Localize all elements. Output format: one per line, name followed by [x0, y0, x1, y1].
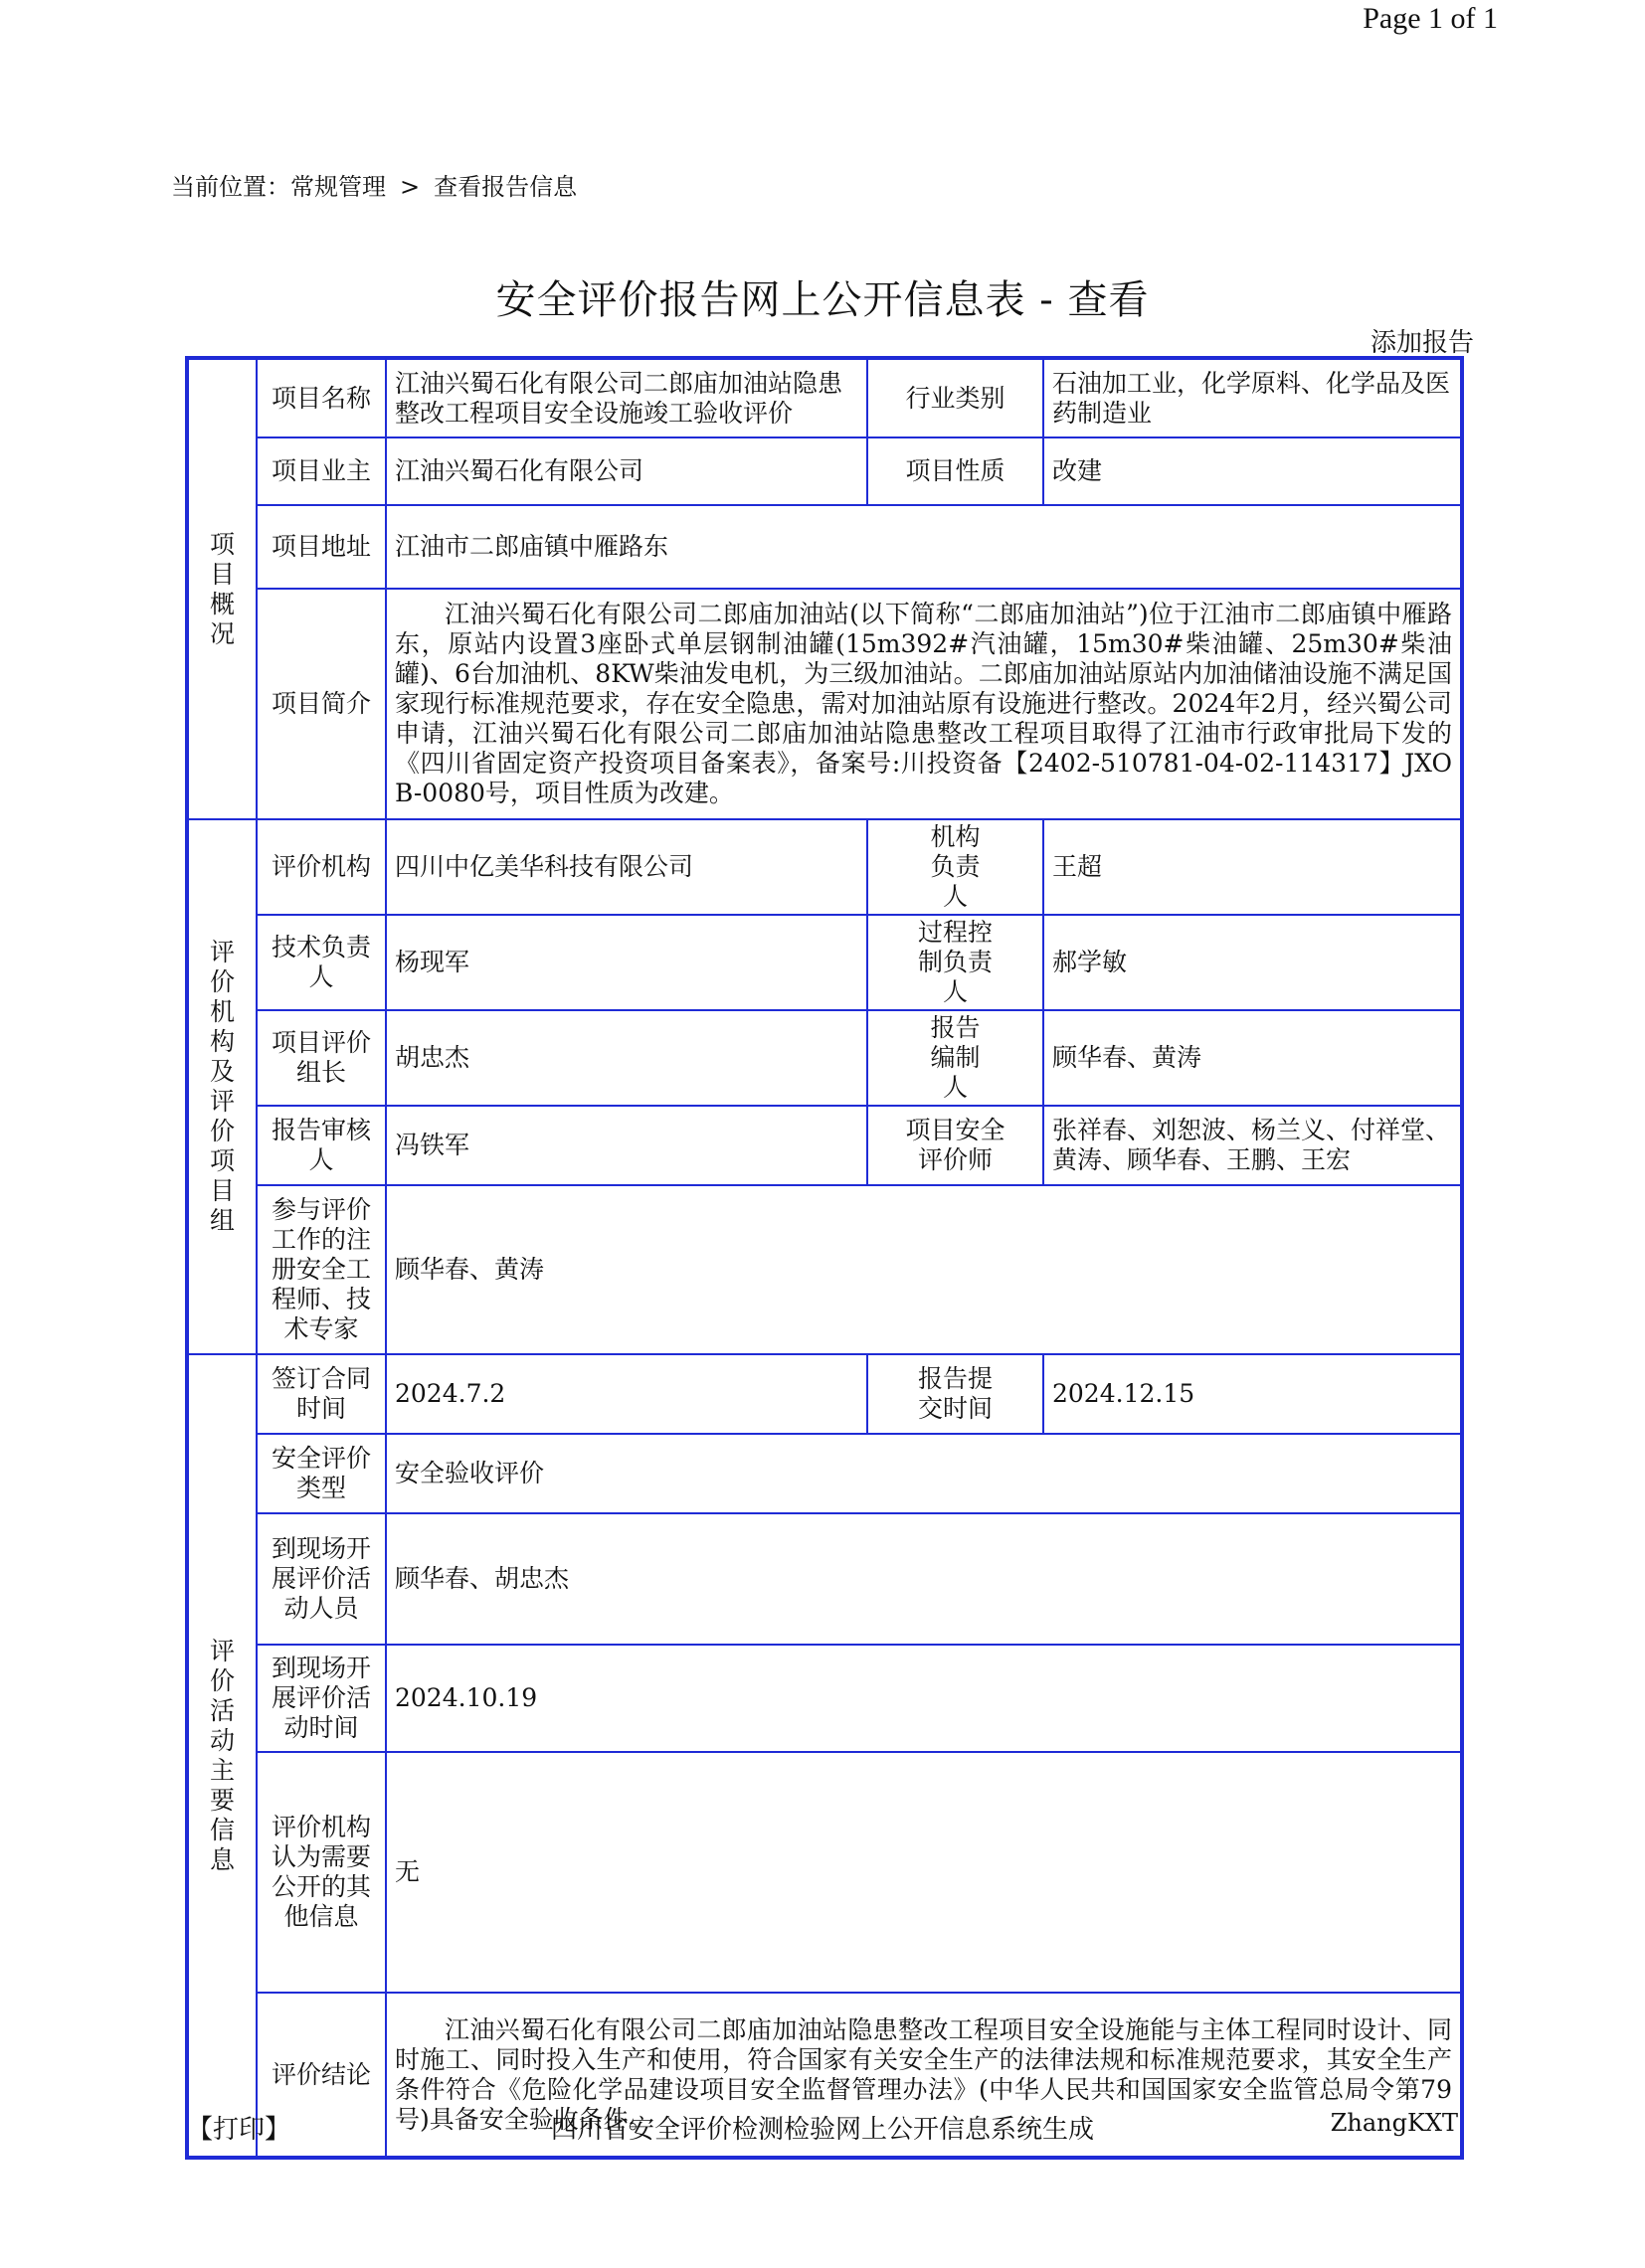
system-footer-text: 四川省安全评价检测检验网上公开信息系统生成	[550, 2115, 1094, 2145]
agency-head-label: 机构负责人	[867, 819, 1043, 915]
row-leader	[187, 1010, 1462, 1106]
conclusion-label: 评价结论	[257, 1993, 386, 2158]
row-site-staff	[187, 1513, 1462, 1645]
project-name-value: 江油兴蜀石化有限公司二郎庙加油站隐患整改工程项目安全设施竣工验收评价	[386, 358, 867, 437]
row-experts	[187, 1185, 1462, 1354]
author-value: 顾华春、黄涛	[1043, 1010, 1462, 1106]
project-name-label: 项目名称	[257, 358, 386, 437]
row-eval-type	[187, 1434, 1462, 1513]
industry-value: 石油加工业，化学原料、化学品及医药制造业	[1043, 358, 1462, 437]
submit-date-value: 2024.12.15	[1043, 1354, 1462, 1434]
owner-label: 项目业主	[257, 437, 386, 505]
breadcrumb-separator: >	[400, 173, 421, 201]
eval-type-label: 安全评价类型	[257, 1434, 386, 1513]
industry-label: 行业类别	[867, 358, 1043, 437]
process-head-value: 郝学敏	[1043, 915, 1462, 1010]
breadcrumb-item-regular-management[interactable]: 常规管理	[290, 173, 386, 201]
assessors-value: 张祥春、刘恕波、杨兰义、付祥堂、黄涛、顾华春、王鹏、王宏	[1043, 1106, 1462, 1185]
row-project-name	[187, 358, 1462, 437]
print-link[interactable]: 【打印】	[187, 2115, 291, 2145]
eval-type-value: 安全验收评价	[386, 1434, 1462, 1513]
conclusion-value: 江油兴蜀石化有限公司二郎庙加油站隐患整改工程项目安全设施能与主体工程同时设计、同时施工、同时投入生产和使用，符合国家有关安全生产的法律法规和标准规范要求，其安全生产条件符合《危险化学品建设项目安全监督管理办法》(中华人民共和国国家安全监管总局令第79号)具备安全验收条件。	[386, 1993, 1462, 2158]
other-info-label: 评价机构认为需要公开的其他信息	[257, 1752, 386, 1993]
section-activity-heading: 评价活动主要信息	[187, 1354, 257, 2158]
address-label: 项目地址	[257, 505, 386, 589]
submit-date-label: 报告提交时间	[867, 1354, 1043, 1434]
experts-value: 顾华春、黄涛	[386, 1185, 1462, 1354]
nature-value: 改建	[1043, 437, 1462, 505]
owner-value: 江油兴蜀石化有限公司	[386, 437, 867, 505]
row-site-time	[187, 1645, 1462, 1752]
agency-value: 四川中亿美华科技有限公司	[386, 819, 867, 915]
tech-head-label: 技术负责人	[257, 915, 386, 1010]
breadcrumb	[171, 167, 577, 202]
row-project-address	[187, 505, 1462, 589]
section-agency-team-heading: 评价机构及评价项目组	[187, 819, 257, 1354]
page-title: 安全评价报告网上公开信息表 - 查看	[495, 277, 1150, 323]
user-id: ZhangKXT	[1330, 2109, 1458, 2137]
site-time-label: 到现场开展评价活动时间	[257, 1645, 386, 1752]
site-staff-value: 顾华春、胡忠杰	[386, 1513, 1462, 1645]
intro-label: 项目简介	[257, 589, 386, 819]
row-project-owner	[187, 437, 1462, 505]
site-staff-label: 到现场开展评价活动人员	[257, 1513, 386, 1645]
agency-head-value: 王超	[1043, 819, 1462, 915]
breadcrumb-prefix: 当前位置：	[171, 173, 290, 201]
site-time-value: 2024.10.19	[386, 1645, 1462, 1752]
leader-label: 项目评价组长	[257, 1010, 386, 1106]
tech-head-value: 杨现军	[386, 915, 867, 1010]
experts-label: 参与评价工作的注册安全工程师、技术专家	[257, 1185, 386, 1354]
assessors-label: 项目安全评价师	[867, 1106, 1043, 1185]
section-project-overview-heading: 项目概况	[187, 358, 257, 819]
row-project-intro	[187, 589, 1462, 819]
contract-date-label: 签订合同时间	[257, 1354, 386, 1434]
address-value: 江油市二郎庙镇中雁路东	[386, 505, 1462, 589]
leader-value: 胡忠杰	[386, 1010, 867, 1106]
reviewer-label: 报告审核人	[257, 1106, 386, 1185]
intro-value: 江油兴蜀石化有限公司二郎庙加油站(以下简称“二郎庙加油站”)位于江油市二郎庙镇中雁路东，原站内设置3座卧式单层钢制油罐(15m392#汽油罐，15m30#柴油罐、25m30#柴油罐)、6台加油机、8KW柴油发电机，为三级加油站。二郎庙加油站原站内加油储油设施不满足国家现行标准规范要求，存在安全隐患，需对加油站原有设施进行整改。2024年2月，经兴蜀公司申请，江油兴蜀石化有限公司二郎庙加油站隐患整改工程项目取得了江油市行政审批局下发的《四川省固定资产投资项目备案表》，备案号:川投资备【2402-510781-04-02-114317】JXOB-0080号，项目性质为改建。	[386, 589, 1462, 819]
contract-date-value: 2024.7.2	[386, 1354, 867, 1434]
row-other-info	[187, 1752, 1462, 1993]
row-reviewer	[187, 1106, 1462, 1185]
report-info-table	[185, 356, 1464, 2160]
row-tech-head	[187, 915, 1462, 1010]
process-head-label: 过程控制负责人	[867, 915, 1043, 1010]
row-dates	[187, 1354, 1462, 1434]
add-report-link[interactable]: 添加报告	[1370, 328, 1474, 358]
page-number: Page 1 of 1	[1363, 2, 1498, 35]
nature-label: 项目性质	[867, 437, 1043, 505]
breadcrumb-item-view-report: 查看报告信息	[434, 173, 578, 201]
reviewer-value: 冯铁军	[386, 1106, 867, 1185]
other-info-value: 无	[386, 1752, 1462, 1993]
agency-label: 评价机构	[257, 819, 386, 915]
author-label: 报告编制人	[867, 1010, 1043, 1106]
row-agency	[187, 819, 1462, 915]
